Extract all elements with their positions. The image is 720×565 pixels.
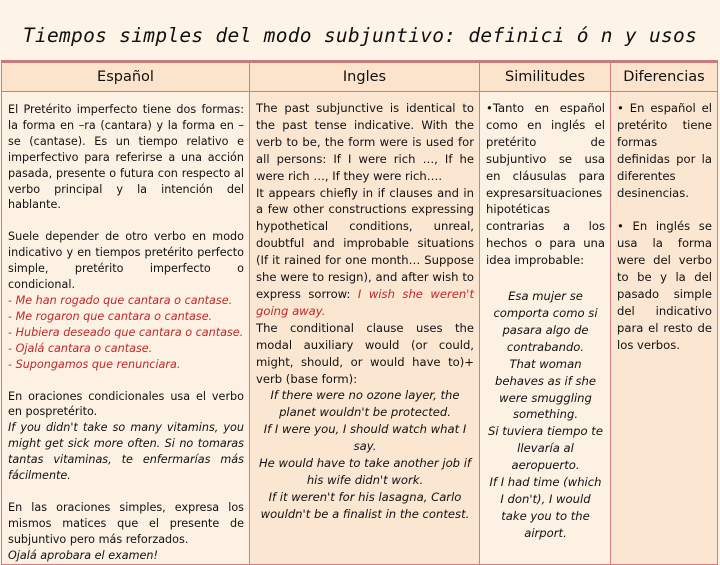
ingles-cell [250,92,480,565]
similitudes-example: Si tuviera tiempo te llevaría al aeropuerto. [488,424,603,473]
ingles-usage-text: It appears chiefly in if clauses and in a few other constructions expressing hypothetical conditions, unreal, doubtful and improbable situations (If it rained for one month… Suppose she were to resign), and after wish to express sorrow: [256,185,474,301]
ingles-conditional: The conditional clause uses the modal auxiliary would (or could, might, should, or would have to)+ verb (base form): [256,320,474,386]
espanol-simple-example: Ojalá aprobara el examen! [8,548,158,562]
espanol-conditional: En oraciones condicionales usa el verbo en pospretérito. [8,389,244,419]
list-item: - Hubiera deseado que cantara o cantase. [8,325,244,341]
similitudes-example: If I had time (which I don't), I would take you to the airport. [489,475,602,540]
ingles-usage-example: I wish she weren't going away. [256,286,475,318]
table-header-row [2,62,718,92]
espanol-conditional-example: If you didn't take so many vitamins, you might get sick more often. Si no tomaras tantas vitaminas, te enfermarías más fácilmente. [8,421,244,483]
ingles-example: He would have to take another job if his wife didn't work. [258,456,472,487]
espanol-simple-sentences: En las oraciones simples, expresa los mismos matices que el presente de subjuntivo pero más reforzados. [8,500,244,546]
similitudes-text: •Tanto en español como en inglés el pretérito de subjuntivo se usa en cláusulas para expresarsituaciones hipotéticas contrarias a los hechos o para una idea improbable: [486,101,605,268]
diferencias-spanish: • En español el pretérito tiene formas definidas por la diferentes desinencias. [617,101,712,200]
ingles-example: If it weren't for his lasagna, Carlo wouldn't be a finalist in the contest. [260,489,470,521]
espanol-cell [2,92,250,565]
ingles-usage [256,185,474,320]
slide-title: Tiempos simples del modo subjuntivo: definici ó n y usos [22,24,698,47]
list-item: - Supongamos que renunciara. [8,357,244,373]
list-item: - Ojalá cantara o cantase. [8,341,244,357]
header-similitudes: Similitudes [480,62,611,92]
header-diferencias: Diferencias [611,62,718,92]
diferencias-english: • En inglés se usa la forma were del verbo to be y la del pasado simple del indicativo para el resto de los verbos. [617,219,712,352]
similitudes-cell [480,92,611,565]
ingles-intro: The past subjunctive is identical to the past tense indicative. With the verb to be, the form were is used for all persons: If I were rich …, If he were rich …, If they were rich…. [256,101,474,183]
similitudes-example: Esa mujer se comporta como si pasara algo de contrabando. [493,289,598,354]
ingles-example: If I were you, I should watch what I say. [263,422,467,454]
header-espanol: Español [2,62,250,92]
comparison-table [1,60,718,565]
similitudes-example: That woman behaves as if she were smuggling something. [494,356,596,422]
list-item: - Me rogaron que cantara o cantase. [8,309,244,325]
table-body-row [2,92,718,565]
espanol-dependency: Suele depender de otro verbo en modo indicativo y en tiempos pretérito perfecto simple, pretérito imperfecto o condicional. [8,230,244,292]
espanol-example-list [8,293,244,373]
diferencias-cell [611,92,718,565]
ingles-example: If there were no ozone layer, the planet wouldn't be protected. [270,388,460,420]
list-item: - Me han rogado que cantara o cantase. [8,293,244,309]
espanol-intro: El Pretérito imperfecto tiene dos formas: la forma en –ra (cantara) y la forma en –se (cantase). Es un tiempo relativo e imperfectivo para referirse a una acción pasada, presente o futura con respecto al verbo principal y la intención del hablante. [8,103,244,212]
header-ingles: Ingles [250,62,480,92]
